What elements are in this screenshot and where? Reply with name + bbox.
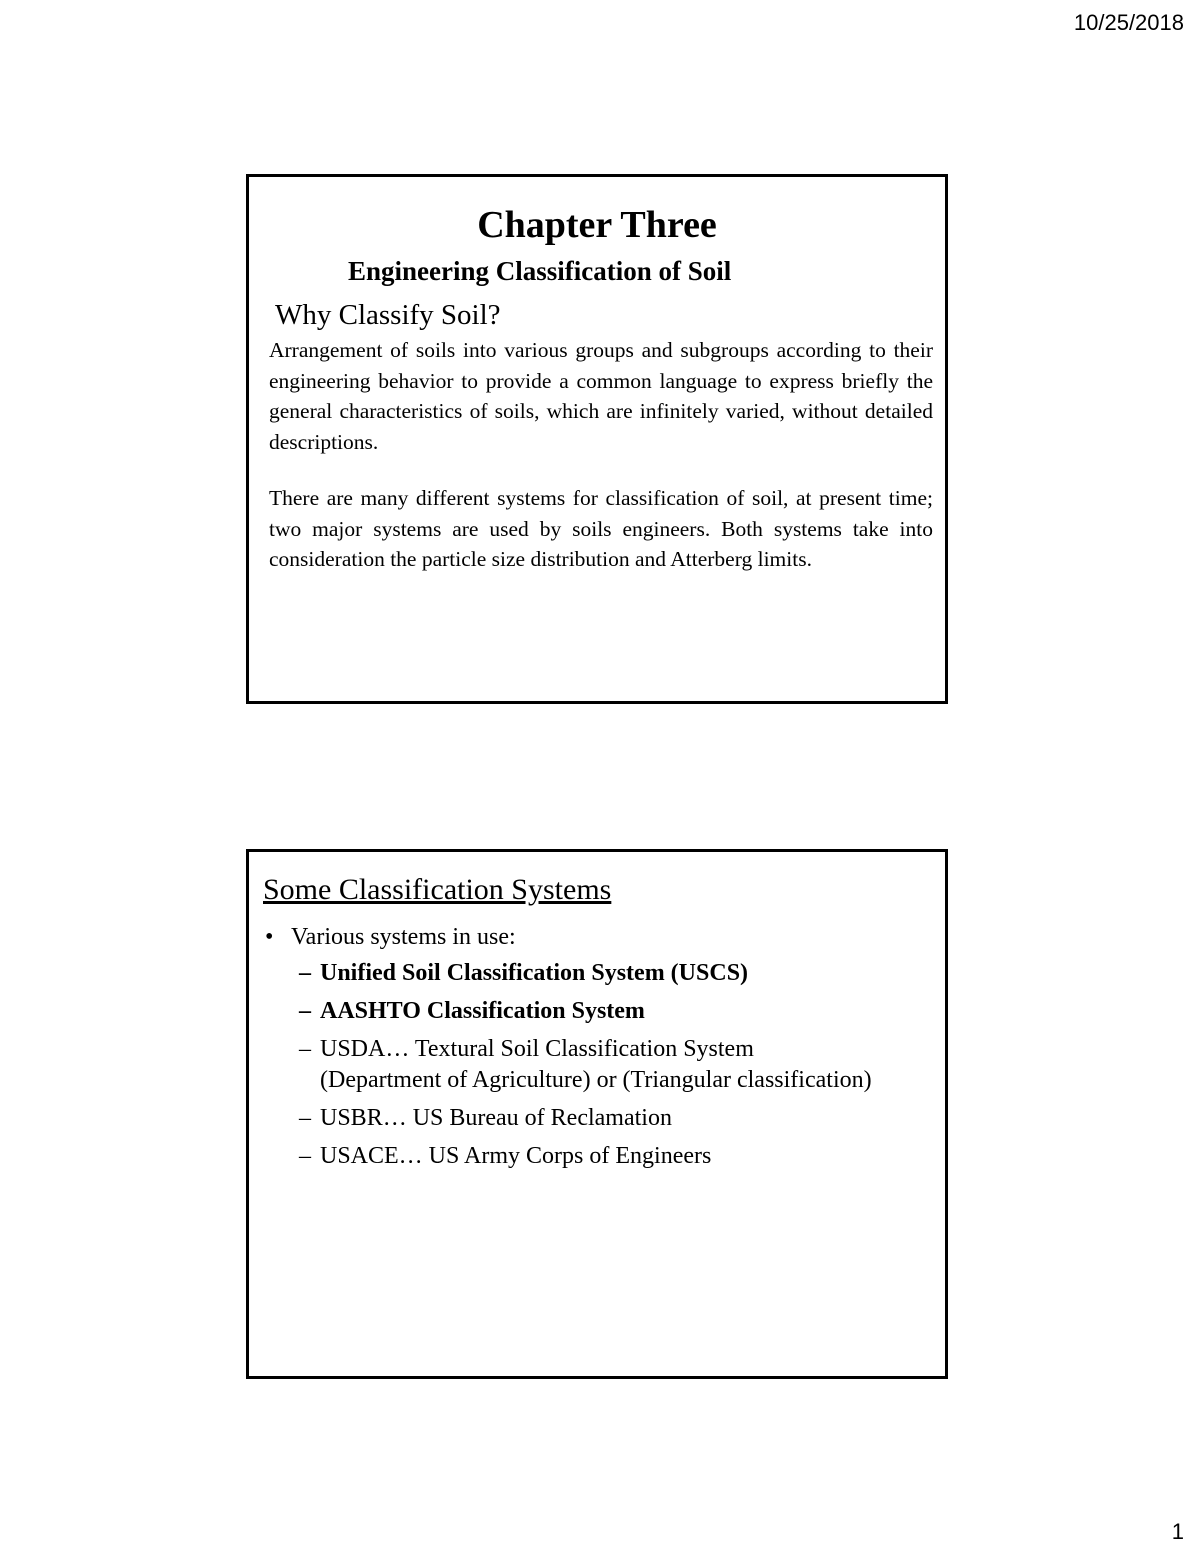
dash-marker: – bbox=[299, 960, 311, 986]
slide-1 bbox=[246, 174, 948, 704]
bullet-item bbox=[265, 922, 516, 952]
list-item-continuation: (Department of Agriculture) or (Triangular classification) bbox=[320, 1067, 872, 1093]
list-item bbox=[299, 958, 872, 989]
list-item bbox=[299, 996, 872, 1027]
header-date: 10/25/2018 bbox=[1073, 10, 1184, 35]
dash-marker: – bbox=[299, 1143, 311, 1169]
list-item-text: USBR… US Bureau of Reclamation bbox=[320, 1105, 672, 1131]
page-number: 1 bbox=[1171, 1519, 1184, 1544]
chapter-subtitle: Engineering Classification of Soil bbox=[348, 256, 732, 286]
list-item bbox=[299, 1103, 872, 1134]
chapter-title: Chapter Three bbox=[477, 204, 717, 246]
slide-heading: Some Classification Systems bbox=[263, 873, 612, 906]
dash-marker: – bbox=[299, 1036, 311, 1062]
list-item-text: AASHTO Classification System bbox=[320, 998, 645, 1024]
dash-marker: – bbox=[299, 1105, 311, 1131]
list-item-text: Unified Soil Classification System (USCS) bbox=[320, 960, 749, 986]
bullet-marker: • bbox=[265, 924, 274, 950]
list-item-text: USACE… US Army Corps of Engineers bbox=[320, 1143, 712, 1169]
sub-list bbox=[299, 958, 872, 1179]
list-item bbox=[299, 1141, 872, 1172]
slide-2 bbox=[246, 849, 948, 1379]
list-item-text: USDA… Textural Soil Classification System bbox=[320, 1036, 754, 1062]
section-heading: Why Classify Soil? bbox=[275, 299, 501, 331]
paragraph: There are many different systems for classification of soil, at present time; two major systems are used by soils engineers. Both systems take into consideration the particle size distribution and Atterberg limits. bbox=[269, 486, 933, 571]
bullet-text: Various systems in use: bbox=[291, 924, 516, 950]
list-item bbox=[299, 1034, 872, 1096]
dash-marker: – bbox=[299, 998, 311, 1024]
paragraph: Arrangement of soils into various groups and subgroups according to their engineering behavior to provide a common language to express briefly the general characteristics of soils, which are infinitely varied, without detailed descriptions. bbox=[269, 338, 933, 454]
